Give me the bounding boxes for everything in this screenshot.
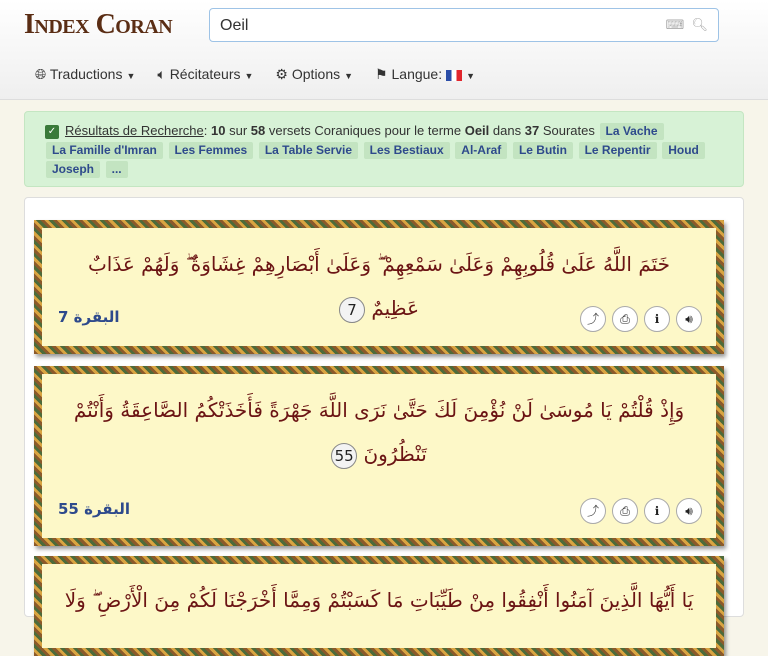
flag-icon: ⚑: [375, 66, 388, 82]
share-icon[interactable]: ⤴: [580, 498, 606, 524]
globe-icon: 🌐︎: [35, 66, 47, 82]
gear-icon: ⚙: [275, 66, 288, 82]
nav-label: Langue:: [391, 66, 443, 82]
search-value: Oeil: [220, 17, 249, 34]
verse-text: خَتَمَ اللَّهُ عَلَىٰ قُلُوبِهِمْ وَعَلَىٰ سَمْعِهِمْ ۖ وَعَلَىٰ أَبْصَارِهِمْ غِشَاوَةٌ ۖ وَلَهُمْ عَذَابٌ عَظِيمٌ: [87, 252, 671, 320]
verse-text: يَا أَيُّهَا الَّذِينَ آمَنُوا أَنْفِقُوا مِنْ طَيِّبَاتِ مَا كَسَبْتُمْ وَمِمَّا أَخْرَجْنَا لَكُمْ مِنَ الْأَرْضِ ۖ وَلَا: [64, 588, 694, 612]
audio-icon[interactable]: 🔊︎: [676, 306, 702, 332]
nav-recitateurs[interactable]: [157, 66, 253, 83]
keyboard-icon[interactable]: ⌨: [665, 17, 685, 32]
results-link[interactable]: Résultats de Recherche: [65, 123, 204, 138]
verse-number: 55: [331, 443, 357, 469]
sourate-tag[interactable]: La Table Servie: [259, 142, 358, 159]
caret-down-icon: ▼: [466, 71, 476, 81]
verse-reference[interactable]: البقرة 7: [58, 308, 120, 326]
info-icon[interactable]: ℹ: [644, 498, 670, 524]
speaker-icon: 🔈︎: [157, 66, 166, 82]
term: Oeil: [464, 123, 490, 138]
sourate-tag[interactable]: Les Bestiaux: [364, 142, 450, 159]
nav-label: Traductions: [49, 66, 123, 82]
sourates-count: 37: [524, 123, 540, 138]
verse-reference[interactable]: البقرة 55: [58, 500, 130, 518]
caret-down-icon: ▼: [126, 71, 136, 81]
search-results-summary: [24, 111, 744, 187]
t: versets Coraniques pour le terme: [268, 123, 462, 138]
header: [0, 0, 768, 100]
sep: :: [203, 123, 208, 138]
sourate-tag[interactable]: Le Butin: [513, 142, 573, 159]
sourate-tag[interactable]: ...: [106, 161, 128, 178]
sourate-tag[interactable]: Joseph: [46, 161, 100, 178]
search-icon[interactable]: 🔍︎: [691, 17, 708, 32]
share-icon[interactable]: ⤴: [580, 306, 606, 332]
sourate-tag[interactable]: Le Repentir: [579, 142, 657, 159]
sourate-tag[interactable]: Houd: [662, 142, 705, 159]
french-flag-icon: [446, 70, 462, 81]
total: 58: [250, 123, 266, 138]
pdf-icon[interactable]: ⎙: [612, 498, 638, 524]
nav-options[interactable]: [275, 66, 353, 83]
sourate-tag[interactable]: Al-Araf: [455, 142, 507, 159]
verse-card: [34, 366, 724, 546]
sourate-tag[interactable]: La Famille d'Imran: [46, 142, 163, 159]
verses-panel: [24, 197, 744, 617]
verse-text: وَإِذْ قُلْتُمْ يَا مُوسَىٰ لَنْ نُؤْمِنَ لَكَ حَتَّىٰ نَرَى اللَّهَ جَهْرَةً فَأَخَذَتْكُمُ الصَّاعِقَةُ وَأَنْتُمْ تَنْظُرُونَ: [73, 398, 685, 466]
t: sur: [229, 123, 248, 138]
nav-langue[interactable]: [375, 66, 475, 83]
caret-down-icon: ▼: [244, 71, 254, 81]
t: dans: [492, 123, 522, 138]
search-input[interactable]: [209, 8, 719, 42]
nav-label: Options: [291, 66, 341, 82]
t: Sourates: [542, 123, 595, 138]
nav-label: Récitateurs: [169, 66, 241, 82]
sourate-tag[interactable]: Les Femmes: [169, 142, 254, 159]
check-icon: ✓: [45, 125, 59, 139]
pdf-icon[interactable]: ⎙: [612, 306, 638, 332]
verse-card: [34, 556, 724, 656]
nav-traductions[interactable]: [35, 66, 135, 83]
nav-menu: [35, 66, 475, 83]
verse-card: [34, 220, 724, 354]
audio-icon[interactable]: 🔊︎: [676, 498, 702, 524]
caret-down-icon: ▼: [344, 71, 354, 81]
verse-number: 7: [339, 297, 365, 323]
sourate-tag[interactable]: La Vache: [600, 123, 664, 140]
info-icon[interactable]: ℹ: [644, 306, 670, 332]
logo[interactable]: Index Coran: [24, 9, 173, 40]
count: 10: [211, 123, 226, 138]
